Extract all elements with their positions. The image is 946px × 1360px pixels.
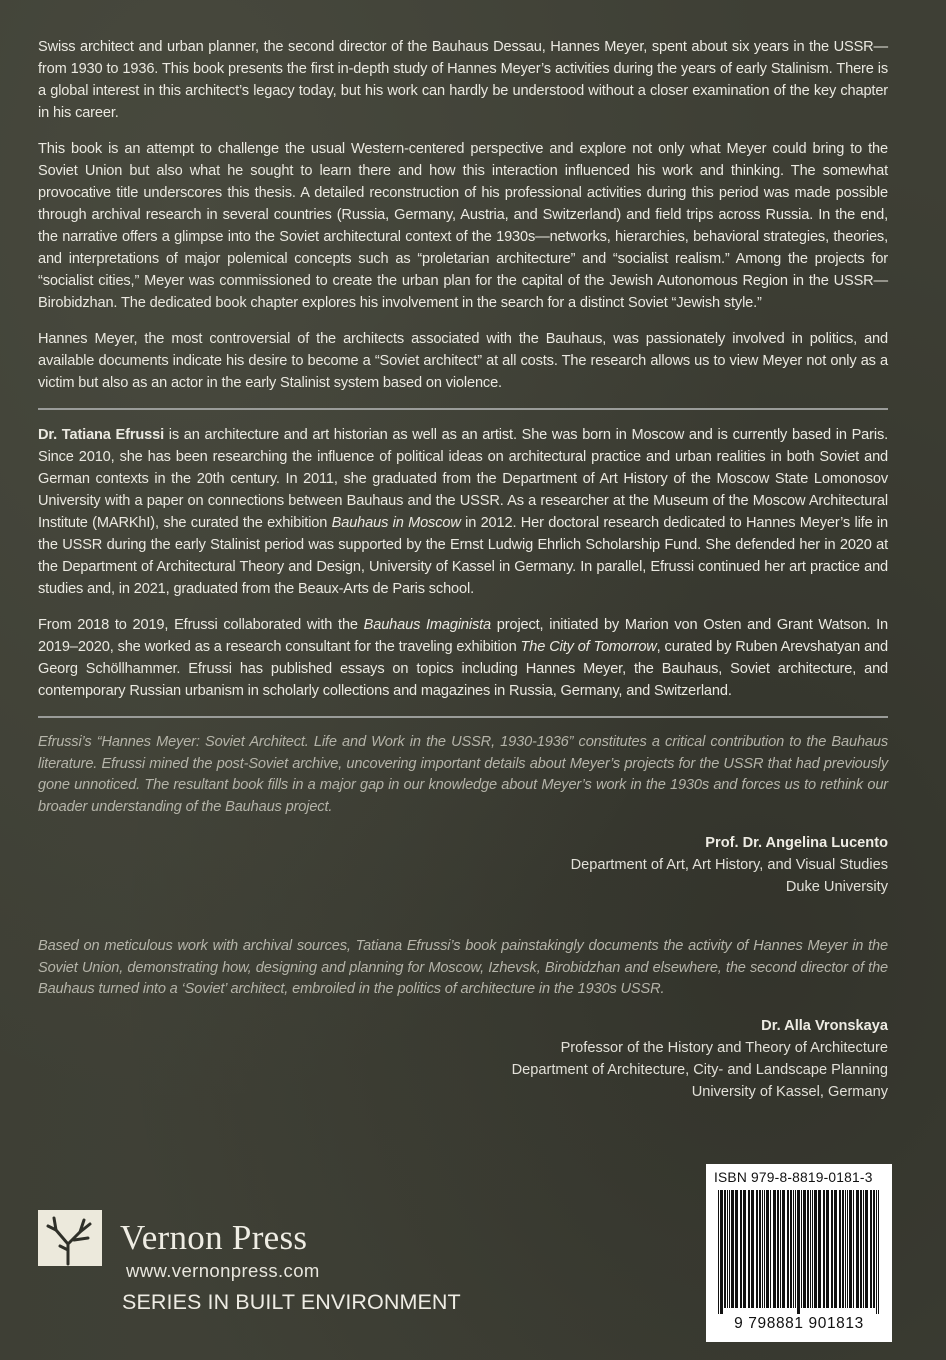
divider bbox=[38, 408, 888, 410]
bio-text: project, initiated by Marion von Osten and Grant Watson. In 2019–2020, she worked as a research consultant for the traveling exhibition bbox=[38, 617, 888, 655]
endorser-name: Dr. Alla Vronskaya bbox=[761, 1017, 888, 1034]
barcode-bar bbox=[731, 1190, 734, 1308]
publisher-name: Vernon Press bbox=[120, 1218, 308, 1257]
series-name: SERIES IN BUILT ENVIRONMENT bbox=[122, 1290, 461, 1314]
author-bio-paragraph-1 bbox=[38, 424, 888, 600]
barcode-bar bbox=[814, 1190, 817, 1308]
barcode-bar bbox=[766, 1190, 769, 1308]
project-title: Bauhaus Imaginista bbox=[363, 617, 492, 633]
author-name: Dr. Tatiana Efrussi bbox=[38, 427, 164, 443]
exhibition-title: The City of Tomorrow bbox=[520, 639, 657, 655]
publisher-url[interactable]: www.vernonpress.com bbox=[126, 1260, 320, 1281]
isbn-barcode bbox=[706, 1164, 892, 1342]
bio-text: is an architecture and art historian as well as an artist. She was born in Moscow and is currently based in Paris. Since 2010, she has been researching the influence of political ideas on architectural practice and urban realities in both Soviet and German contexts in the 20th century. In 2011, she graduated from the Department of Art History of the Moscow State Lomonosov University with a paper on connections between Bauhaus and the USSR. As a researcher at the Museum of the Moscow Architectural Institute (MARKhI), she curated the exhibition bbox=[38, 427, 889, 531]
barcode-bar bbox=[748, 1190, 750, 1308]
bio-text: , curated by Ruben Arevshatyan and Georg Schöllhammer. Efrussi has published essays on topics including Hannes Meyer, the Bauhaus, Soviet architecture, and contemporary Russian urbanism in scholarly collections and magazines in Russia, Germany, and Switzerland. bbox=[38, 639, 888, 699]
barcode-bar bbox=[818, 1190, 821, 1308]
barcode-bar bbox=[762, 1190, 763, 1308]
isbn-label: ISBN 979-8-8819-0181-3 bbox=[714, 1170, 873, 1185]
endorser-name: Prof. Dr. Angelina Lucento bbox=[705, 835, 888, 851]
barcode-bar bbox=[790, 1190, 792, 1308]
endorser-affiliation: Duke University bbox=[785, 879, 888, 895]
barcode-bar bbox=[803, 1190, 806, 1308]
barcode-bar bbox=[780, 1190, 781, 1308]
barcode-bar bbox=[756, 1190, 758, 1308]
exhibition-title: Bauhaus in Moscow bbox=[331, 515, 461, 531]
description-paragraph-3: Hannes Meyer, the most controversial of the architects associated with the Bauhaus, was passionately involved in politics, and available documents indicate his desire to become a “Soviet architect” at all costs. The research allows us to view Meyer not only as a victim but also as an actor in the early Stalinist system based on violence. bbox=[38, 331, 888, 391]
barcode-bar bbox=[801, 1190, 802, 1308]
description-paragraph-2: This book is an attempt to challenge the usual Western-centered perspective and explore not only what Meyer could bring to the Soviet Union but also what he sought to learn there and how this interaction influenced his work and thinking. The somewhat provocative title underscores this thesis. A detailed reconstruction of his professional activities during this period was made possible through archival research in several countries (Russia, Germany, Austria, and Switzerland) and field trips across Russia. In the end, the narrative offers a glimpse into the Soviet architectural context of the 1930s—networks, hierarchies, behavioral strategies, theories, and interpretations of major polemical concepts such as “proletarian architecture” and “socialist realism.” Among the projects for “socialist cities,” Meyer was commissioned to create the urban plan for the capital of the Jewish Autonomous Region in the USSR—Birobidzhan. The dedicated book chapter explores his involvement in the search for a distinct Soviet “Jewish style.” bbox=[38, 141, 888, 311]
barcode-bar bbox=[873, 1190, 875, 1308]
barcode-bar bbox=[810, 1190, 811, 1308]
barcode-bar bbox=[751, 1190, 754, 1308]
barcode-bar bbox=[812, 1190, 813, 1308]
endorser-affiliation: Professor of the History and Theory of Architecture bbox=[560, 1039, 888, 1056]
barcode-bar bbox=[720, 1190, 723, 1314]
divider bbox=[38, 716, 888, 718]
barcode-bar bbox=[849, 1190, 852, 1308]
description-paragraph-1: Swiss architect and urban planner, the second director of the Bauhaus Dessau, Hannes Meyer, spent about six years in the USSR—from 1930 to 1936. This book presents the first in-depth study of Hannes Meyer’s activities during the years of early Stalinism. There is a global interest in this architect’s legacy today, but his work can hardly be understood without a closer examination of the key chapter in his career. bbox=[38, 39, 888, 121]
endorsement-quote: Efrussi’s “Hannes Meyer: Soviet Architect. Life and Work in the USSR, 1930-1936” constitutes a critical contribution to the Bauhaus literature. Efrussi mined the post-Soviet archive, uncovering important details about Meyer’s projects for the USSR that had previously gone unnoticed. The resultant book fills in a major gap in our knowledge about Meyer’s work in the 1930s and forces us to rethink our broader understanding of the Bauhaus project. bbox=[38, 734, 888, 815]
barcode-bar bbox=[860, 1190, 862, 1308]
barcode-bar bbox=[724, 1190, 726, 1308]
barcode-bar bbox=[764, 1190, 765, 1308]
barcode-bar bbox=[773, 1190, 776, 1308]
endorsement-quote: Based on meticulous work with archival sources, Tatiana Efrussi’s book painstakingly documents the activity of Hannes Meyer in the Soviet Union, demonstrating how, designing and planning for Moscow, Izhevsk, Birobidzhan and elsewhere, the second director of the Bauhaus turned into a ‘Soviet’ architect, embroiled in the politics of architecture in the 1930s USSR. bbox=[38, 938, 888, 997]
barcode-bar bbox=[826, 1190, 829, 1308]
barcode-bar bbox=[787, 1190, 789, 1308]
barcode-bar bbox=[795, 1190, 796, 1308]
barcode-bar bbox=[743, 1190, 746, 1308]
barcode-bar bbox=[718, 1190, 719, 1314]
endorser-affiliation: Department of Art, Art History, and Visual Studies bbox=[570, 857, 888, 873]
endorsement-attribution bbox=[38, 832, 888, 898]
barcode-bar bbox=[793, 1190, 794, 1308]
bio-text: in 2012. Her doctoral research dedicated to Hannes Meyer’s life in the USSR during the early Stalinist period was supported by the Ernst Ludwig Ehrlich Scholarship Fund. She defended her in 2020 at the Department of Architectural Theory and Design, University of Kassel in Germany. In parallel, Efrussi continued her art practice and studies and, in 2021, graduated from the Beaux-Arts de Paris school. bbox=[38, 515, 888, 597]
barcode-bar bbox=[834, 1190, 837, 1308]
endorser-affiliation: University of Kassel, Germany bbox=[691, 1083, 888, 1100]
barcode-digits: 9 798881 901813 bbox=[734, 1315, 864, 1332]
back-cover-content bbox=[38, 36, 888, 1103]
barcode-bar bbox=[878, 1190, 879, 1314]
barcode-bar bbox=[853, 1190, 854, 1308]
barcode-bar bbox=[865, 1190, 868, 1308]
barcode-bar bbox=[782, 1190, 785, 1308]
barcode-bar bbox=[845, 1190, 846, 1308]
barcode-bar bbox=[876, 1190, 877, 1314]
barcode-bar bbox=[839, 1190, 841, 1308]
barcode-bar bbox=[823, 1190, 825, 1308]
barcode-bar bbox=[863, 1190, 864, 1308]
barcode-bar bbox=[777, 1190, 779, 1308]
barcode-bar bbox=[856, 1190, 859, 1308]
endorser-affiliation: Department of Architecture, City- and Landscape Planning bbox=[511, 1061, 888, 1078]
tree-logo-icon bbox=[38, 1210, 102, 1266]
barcode-bar bbox=[759, 1190, 761, 1308]
barcode-bar bbox=[870, 1190, 872, 1308]
barcode-bar bbox=[740, 1190, 742, 1308]
barcode-bar bbox=[842, 1190, 844, 1308]
bio-text: From 2018 to 2019, Efrussi collaborated with the bbox=[38, 617, 364, 633]
barcode-bar bbox=[831, 1190, 833, 1308]
endorsement-attribution bbox=[38, 1015, 888, 1103]
barcode-bar bbox=[770, 1190, 771, 1308]
barcode-bar bbox=[735, 1190, 738, 1308]
barcode-bar bbox=[797, 1190, 800, 1314]
barcode-bar bbox=[729, 1190, 730, 1308]
barcode-bar bbox=[727, 1190, 728, 1308]
author-bio-paragraph-2 bbox=[38, 614, 888, 702]
barcode-bar bbox=[847, 1190, 848, 1308]
publisher-logo-block bbox=[38, 1210, 498, 1330]
barcode-bar bbox=[807, 1190, 809, 1308]
